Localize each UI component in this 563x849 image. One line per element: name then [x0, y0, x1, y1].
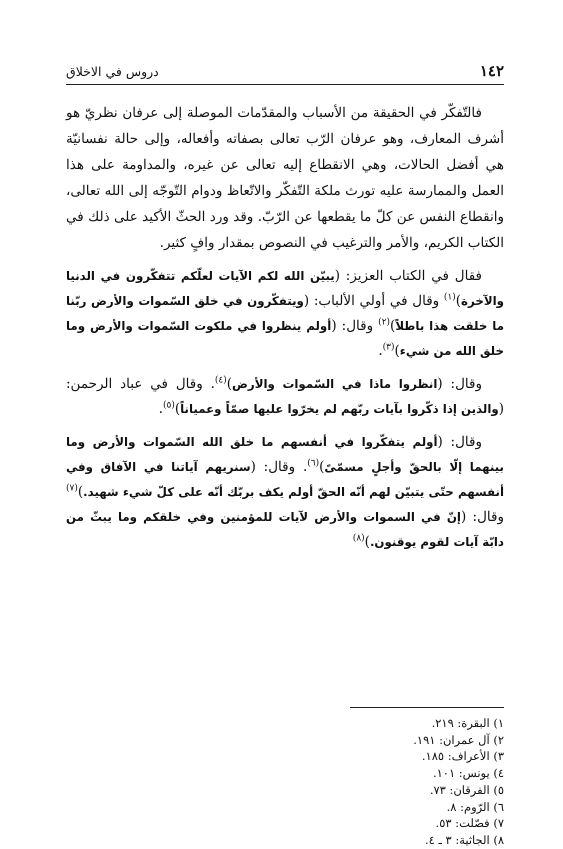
- text-run: . وقال في عباد الرحمن: (: [66, 376, 504, 417]
- text-run: .: [378, 343, 383, 359]
- footnote-item: ١) البقرة: ٢١٩.: [431, 716, 504, 730]
- footnote-ref[interactable]: (٣): [382, 342, 395, 353]
- text-run: .: [158, 401, 163, 417]
- text-run: ): [394, 343, 400, 359]
- quran-quote: أولم يتفكّروا في أنفسهم ما خلق الله السّموات والأرض وما بينهما إلّا بالحقّ وأجلٍ مسمّىً: [66, 435, 504, 474]
- text-run: ): [319, 459, 325, 475]
- text-run: وقال في أولي الألباب: (: [303, 293, 444, 309]
- text-run: وقال: (: [437, 434, 482, 450]
- text-run: ): [455, 293, 462, 309]
- running-title: دروس في الاخلاق: [66, 64, 159, 79]
- page-header: [66, 62, 504, 85]
- quran-quote: إنّ في السموات والأرض لآيات للمؤمنين وفي خلقكم وما يبثّ من دابّة آيات لقوم يوقنون.: [66, 510, 504, 549]
- footnote-item: ٤) يونس: ١٠١.: [432, 766, 504, 781]
- footnote-ref[interactable]: (٦): [307, 458, 320, 469]
- text-run: ): [364, 534, 370, 550]
- footnote-item: ٢) آل عمران: ١٩١.: [413, 732, 504, 747]
- paragraph-quotes-2: [66, 372, 504, 422]
- footnote-item: ٨) الجاثية: ٣ ـ ٤.: [424, 832, 504, 847]
- text-run: . وقال: (: [250, 459, 308, 475]
- text-run: ): [390, 318, 396, 334]
- text-run: ): [226, 376, 233, 392]
- paragraph-intro: فالتّفكّر في الحقيقة من الأسباب والمقدّمات الموصلة إلى عرفان نظريّ هو أشرف المعارف، وهو عرفان الرّب تعالى بصفاته وأفعاله، وإلى حالة نفسانيّة هي أفضل الحالات، وهي الانقطاع إليه تعالى عن غيره، والمداومة على هذا العمل والممارسة عليه تورث ملكة التّفكّر والاتّعاظ ودوام التّوجّه إلى الله تعالى، وانقطاع النفس عن كلّ ما يقطعها عن الرّبّ. وقد ورد الحثّ الأكيد على ذلك في الكتاب الكريم، والأمر والترغيب في النصوص بمقدار وافٍ كثير.: [66, 105, 504, 251]
- footnote-item: ٦) الرّوم: ٨.: [446, 799, 504, 814]
- text-run: ): [174, 401, 181, 417]
- text-run: وقال: (: [460, 509, 504, 525]
- footnote-separator: [350, 707, 504, 708]
- page-body: [66, 100, 504, 563]
- quran-quote: والذين إذا ذكّروا بآيات ربّهم لم يخرّوا عليها صمّاً وعمياناً: [180, 402, 499, 416]
- quran-quote: انظروا ماذا في السّموات والأرض: [232, 377, 438, 391]
- text-run: وقال: (: [331, 318, 379, 334]
- footnote-ref[interactable]: (٥): [162, 400, 175, 411]
- footnote-item: ٣) الأعراف: ١٨٥.: [421, 749, 504, 764]
- quran-quote: سنريهم آياتنا في الآفاق وفي أنفسهم حتّى يتبيّن لهم أنّه الحقّ أولم يكف بربّك أنّه على كلّ شيء شهيد.: [66, 460, 504, 499]
- footnote-item: ٥) الفرقان: ٧٣.: [429, 782, 504, 797]
- text-run: وقال: (: [437, 376, 482, 392]
- text-run: فقال في الكتاب العزيز: (: [334, 268, 482, 284]
- footnote-item: ٧) فصّلت: ٥٣.: [435, 816, 504, 831]
- footnote-ref[interactable]: (١): [443, 292, 456, 303]
- footnote-ref[interactable]: (٧): [66, 483, 78, 494]
- quran-quote: أولم ينظروا في ملكوت السّموات والأرض وما خلق الله من شيء: [66, 319, 504, 358]
- footnote-ref[interactable]: (٢): [378, 317, 391, 328]
- text-run: ): [77, 484, 84, 500]
- page-number: ١٤٢: [479, 62, 504, 80]
- paragraph-quotes-3: [66, 430, 504, 555]
- quran-quote: يبيّن الله لكم الآيات لعلّكم تتفكّرون في الدنيا والآخرة: [66, 269, 504, 308]
- quran-quote: ويتفكّرون في خلق السّموات والأرض ربّنا ما خلقت هذا باطلاً: [66, 294, 504, 333]
- footnote-ref[interactable]: (٤): [214, 375, 227, 386]
- footnote-ref[interactable]: (٨): [352, 533, 365, 544]
- footnotes: [304, 715, 504, 849]
- paragraph-quotes-1: [66, 264, 504, 364]
